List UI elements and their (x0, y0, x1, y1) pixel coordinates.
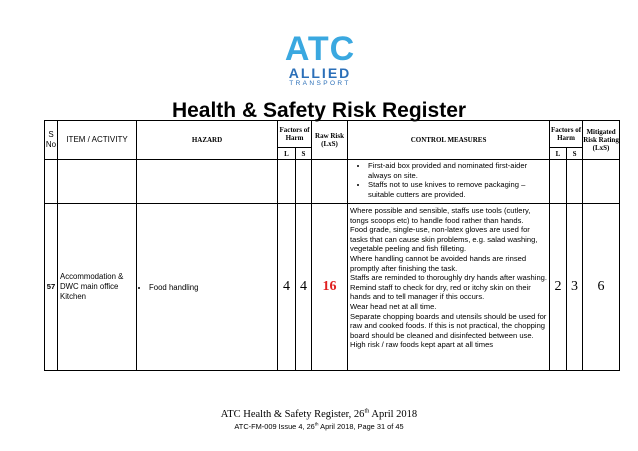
row-hazard (137, 204, 278, 371)
header-s: S (296, 148, 312, 160)
company-logo (270, 32, 370, 88)
risk-register-table (44, 120, 620, 371)
row-s-2: 3 (567, 204, 583, 371)
cont-control-list (350, 161, 547, 199)
row-mitigated: 6 (583, 204, 620, 371)
table-row-57 (45, 204, 620, 371)
header-hazard: HAZARD (137, 121, 278, 160)
control-line: Where possible and sensible, staffs use tools (cutlery, tongs scoops etc) to handle food rather than hands. (350, 206, 531, 225)
cont-l (278, 160, 296, 204)
cont-item (58, 160, 137, 204)
row-item: Accommodation & DWC main office Kitchen (58, 204, 137, 371)
header-sno-top: S (48, 130, 54, 139)
footer-2-sup: th (314, 421, 319, 427)
row-l-2: 2 (550, 204, 567, 371)
hazard-bullet: • Food handling (149, 283, 275, 292)
continued-row (45, 160, 620, 204)
header-item: ITEM / ACTIVITY (58, 121, 137, 160)
control-line: Where handling cannot be avoided hands are rinsed promptly after finishing the task. (350, 253, 527, 273)
header-l: L (278, 148, 296, 160)
footer-2-post: April 2018, Page 31 of 45 (318, 422, 404, 431)
cont-mitigated (583, 160, 620, 204)
footer-1-post: April 2018 (369, 409, 418, 420)
logo-allied-text: ALLIED (288, 65, 352, 81)
header-l-2: L (550, 148, 567, 160)
control-line: Staffs are reminded to thoroughly dry hands after washing. (350, 273, 548, 283)
header-row-1 (45, 121, 620, 148)
header-s-2: S (567, 148, 583, 160)
cont-s (296, 160, 312, 204)
footer-line-2 (0, 422, 638, 432)
row-l: 4 (278, 204, 296, 371)
footer-1-sup: th (364, 407, 370, 415)
row-raw-risk: 16 (312, 204, 348, 371)
footer-line-1 (0, 409, 638, 421)
header-control: CONTROL MEASURES (348, 121, 550, 160)
control-line: Wear head net at all time. (350, 301, 437, 311)
header-sno (45, 121, 58, 160)
cont-hazard (137, 160, 278, 204)
cont-l-2 (550, 160, 567, 204)
row-s: 4 (296, 204, 312, 371)
header-sno-bottom: No (45, 140, 57, 149)
footer-1-pre: ATC Health & Safety Register, 26 (220, 409, 365, 420)
cont-control (348, 160, 550, 204)
row-control (348, 204, 550, 371)
control-bullet: • Staffs not to use knives to remove packaging – suitable cutters are provided. (368, 180, 547, 199)
control-line: Food grade, single-use, non-latex gloves are used for tasks that can cause skin problems, e.g. salad washing, vegetable peeling and fish filleting. (350, 225, 538, 254)
row-sno: 57 (45, 204, 58, 371)
header-raw-risk: Raw Risk (LxS) (312, 121, 348, 160)
hazard-list (139, 283, 275, 292)
cont-raw (312, 160, 348, 204)
control-line: Remind staff to check for dry, red or itchy skin on their hands and to tell manager if this occurs. (350, 282, 531, 302)
control-line: Separate chopping boards and utensils should be used for raw and cooked foods. If this is not practical, the chopping board should be cleaned and disinfected between use. (350, 311, 547, 340)
cont-s-2 (567, 160, 583, 204)
cont-sno (45, 160, 58, 204)
page-title: Health & Safety Risk Register (171, 99, 467, 122)
control-bullet: • First-aid box provided and nominated first-aider always on site. (368, 161, 547, 180)
header-mitigated: Mitigated Risk Rating (LxS) (583, 121, 620, 160)
logo-atc-text: ATC (284, 30, 356, 68)
footer-2-pre: ATC-FM-009 Issue 4, 26 (234, 422, 315, 431)
header-factors-2: Factors of Harm (550, 121, 583, 148)
control-line: High risk / raw foods kept apart at all times (350, 340, 494, 350)
logo-transport-text: TRANSPORT (289, 80, 351, 87)
header-factors: Factors of Harm (278, 121, 312, 148)
